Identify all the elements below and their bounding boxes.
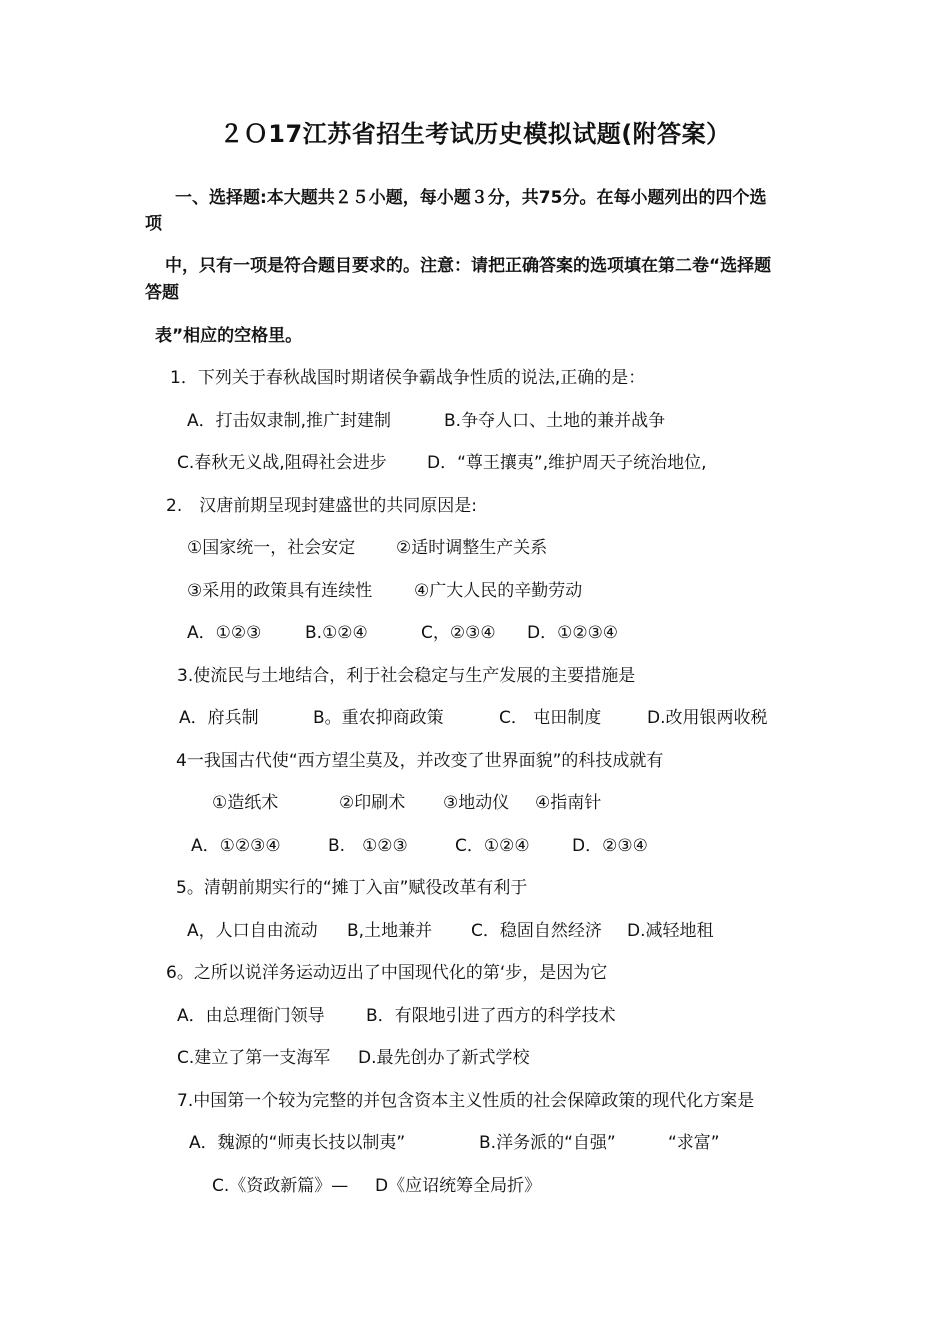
question-1-option: A．打击奴隶制,推广封建制: [187, 411, 392, 431]
page-title: ２Ｏ17江苏省招生考试历史模拟试题(附答案）: [219, 120, 731, 148]
question-7-option: C.《资政新篇》—: [212, 1176, 349, 1196]
question-2-stem: 2. 汉唐前期呈现封建盛世的共同原因是:: [166, 496, 477, 516]
question-4-stem: 4一我国古代使“西方望尘莫及，并改变了世界面貌”的科技成就有: [176, 751, 664, 771]
question-4-option: D．②③④: [572, 836, 648, 856]
question-7-option: “求富”: [668, 1133, 720, 1153]
question-1-stem: 1．下列关于春秋战国时期诸侯争霸战争性质的说法,正确的是：: [170, 368, 646, 388]
question-4-option: A．①②③④: [191, 836, 281, 856]
question-3-stem: 3.使流民与土地结合，利于社会稳定与生产发展的主要措施是: [177, 666, 636, 686]
question-7-stem: 7.中国第一个较为完整的并包含资本主义性质的社会保障政策的现代化方案是: [177, 1091, 755, 1111]
question-6-stem: 6。之所以说洋务运动迈出了中国现代化的第‘步，是因为它: [166, 963, 608, 983]
question-2-option: D．①②③④: [527, 623, 619, 643]
instructions-line-1: 一、选择题:本大题共２５小题，每小题３分，共75分。在每小题列出的四个选: [175, 188, 767, 208]
question-4-item: ④指南针: [535, 793, 602, 813]
question-3-option: C． 屯田制度: [499, 708, 602, 728]
question-2-item: ①国家统一，社会安定: [187, 538, 356, 558]
question-3-option: D.改用银两收税: [647, 708, 768, 728]
question-3-option: A．府兵制: [179, 708, 259, 728]
question-5-stem: 5。清朝前期实行的“摊丁入亩”赋役改革有利于: [176, 878, 528, 898]
question-1-option: B.争夺人口、土地的兼并战争: [444, 411, 666, 431]
question-5-option: D.减轻地租: [627, 921, 714, 941]
question-4-item: ③地动仪: [443, 793, 510, 813]
question-5-option: B,土地兼并: [347, 921, 433, 941]
question-4-item: ①造纸术: [212, 793, 279, 813]
question-7-option: A．魏源的“师夷长技以制夷”: [189, 1133, 406, 1153]
question-1-option: C.春秋无义战,阻碍社会进步: [177, 453, 387, 473]
question-6-option: C.建立了第一支海军: [177, 1048, 331, 1068]
instructions-line-3: 表”相应的空格里。: [155, 326, 303, 346]
question-2-item: ②适时调整生产关系: [396, 538, 548, 558]
instructions-line-2-wrap: 答题: [145, 283, 179, 303]
question-2-item: ④广大人民的辛勤劳动: [414, 581, 583, 601]
question-7-option: D《应诏统筹全局折》: [375, 1176, 542, 1196]
question-3-option: B。重农抑商政策: [313, 708, 444, 728]
question-5-option: C．稳固自然经济: [471, 921, 602, 941]
question-2-item: ③采用的政策具有连续性: [187, 581, 373, 601]
question-5-option: A，人口自由流动: [187, 921, 318, 941]
question-6-option: D.最先创办了新式学校: [358, 1048, 530, 1068]
instructions-line-1-wrap: 项: [145, 214, 162, 234]
question-7-option: B.洋务派的“自强”: [479, 1133, 616, 1153]
question-6-option: B．有限地引进了西方的科学技术: [366, 1006, 616, 1026]
question-2-option: B.①②④: [305, 623, 368, 643]
question-1-option: D．“尊王攘夷”,维护周天子统治地位,: [427, 453, 707, 473]
question-4-item: ②印刷术: [339, 793, 406, 813]
question-4-option: B. ①②③: [328, 836, 408, 856]
question-2-option: C，②③④: [421, 623, 496, 643]
question-6-option: A．由总理衙门领导: [177, 1006, 325, 1026]
question-4-option: C．①②④: [455, 836, 530, 856]
instructions-line-2: 中，只有一项是符合题目要求的。注意：请把正确答案的选项填在第二卷“选择题: [165, 256, 772, 276]
question-2-option: A．①②③: [187, 623, 262, 643]
